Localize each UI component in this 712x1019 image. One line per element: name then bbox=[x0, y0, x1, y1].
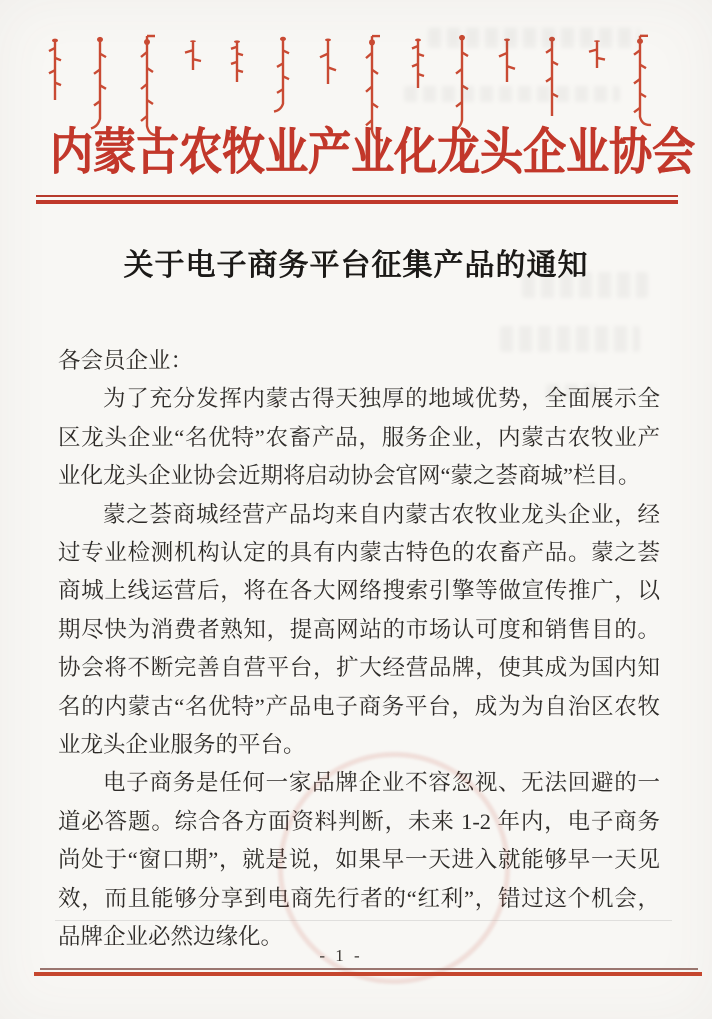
footer-rule-thin bbox=[40, 968, 698, 970]
footer-rule-thick bbox=[34, 972, 702, 977]
masthead-separator-thick-line bbox=[36, 200, 678, 204]
ink-bleed-artifact bbox=[404, 86, 620, 102]
ink-bleed-artifact bbox=[428, 28, 640, 48]
org-name-title: 内蒙古农牧业产业化龙头企业协会 bbox=[49, 124, 695, 180]
scan-artifact-line bbox=[55, 920, 672, 921]
body-paragraph: 蒙之荟商城经营产品均来自内蒙古农牧业龙头企业，经过专业检测机构认定的具有内蒙古特色的农畜产品。蒙之荟商城上线运营后，将在各大网络搜索引擎等做宣传推广，以期尽快为消费者熟知，提高网站的市场认可度和销售目的。协会将不断完善自营平台，扩大经营品牌，使其成为国内知名的内蒙古“名优特”产品电子商务平台，成为为自治区农牧业龙头企业服务的平台。 bbox=[58, 501, 660, 758]
body-paragraph: 电子商务是任何一家品牌企业不容忽视、无法回避的一道必答题。综合各方面资料判断，未来 1-2 年内，电子商务尚处于“窗口期”，就是说，如果早一天进入就能够早一天见效，而且能够分享到电商先行者的“红利”，错过这个机会，品牌企业必然边缘化。 bbox=[58, 770, 660, 950]
document-title: 关于电子商务平台征集产品的通知 bbox=[123, 249, 589, 282]
page-number: - 1 - bbox=[319, 946, 363, 965]
body-paragraph: 为了充分发挥内蒙古得天独厚的地域优势，全面展示全区龙头企业“名优特”农畜产品，服务企业，内蒙古农牧业产业化龙头企业协会近期将启动协会官网“蒙之荟商城”栏目。 bbox=[58, 386, 660, 489]
salutation: 各会员企业： bbox=[58, 348, 194, 373]
masthead-separator-thin-line bbox=[36, 195, 678, 197]
